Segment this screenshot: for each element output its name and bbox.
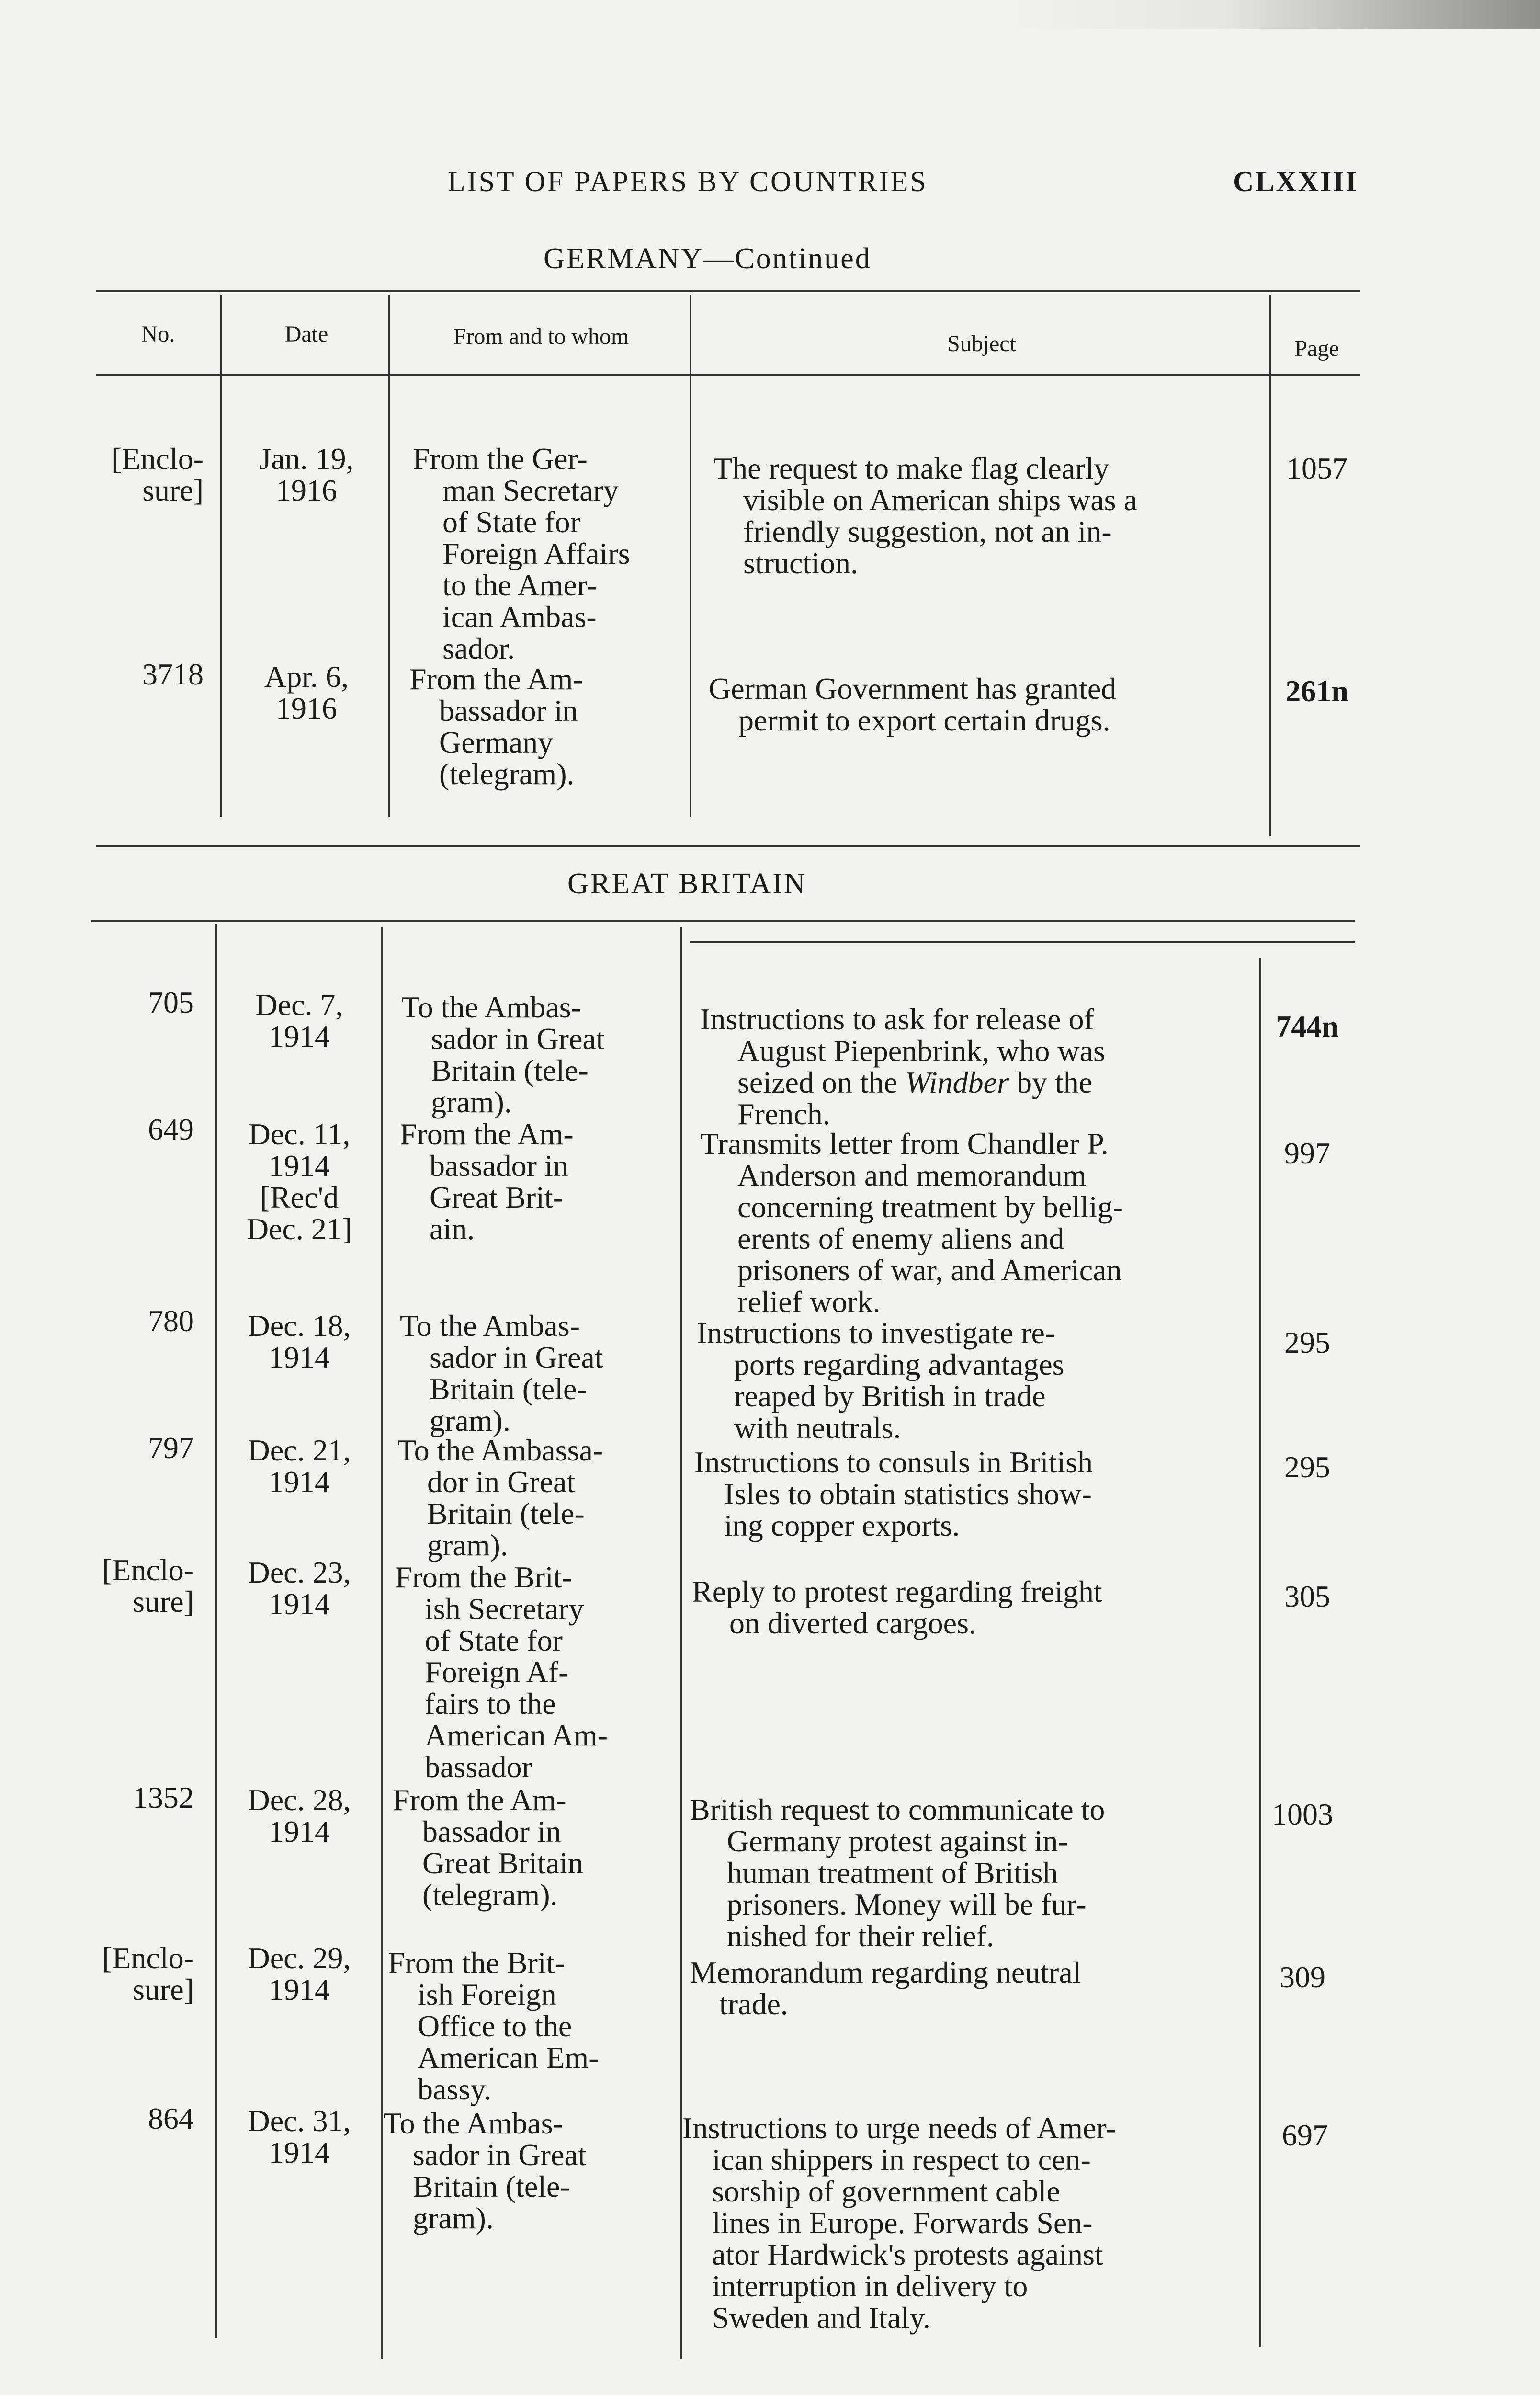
table-row-page: 305 (1284, 1579, 1330, 1613)
table-row-from-to: From the Am- bassador in Germany (telegram). (409, 662, 583, 791)
table-row-from-to: From the Ger- man Secretary of State for Foreign Affairs to the Amer- ican Ambas- sador. (413, 442, 630, 665)
table-row-subject: Transmits letter from Chandler P. Anderson and memorandum concerning treatment by bellig- erents of enemy aliens and prisoners of war, and American relief work. (700, 1127, 1123, 1319)
column-divider (388, 295, 390, 817)
section-title-great-britain: GREAT BRITAIN (567, 867, 807, 900)
table-row-number: [Enclo- sure] (102, 1553, 194, 1619)
table-row-number: 1352 (133, 1780, 194, 1814)
section-title-germany: GERMANY—Continued (544, 242, 872, 275)
table-row-page: 744n (1276, 1009, 1339, 1043)
section-top-rule (690, 941, 1355, 943)
table-row-from-to: From the Brit- ish Secretary of State for Foreign Af- fairs to the American Am- bassador (395, 1560, 608, 1784)
table-row-page: 1003 (1272, 1797, 1333, 1831)
table-row-date: Dec. 28, 1914 (248, 1783, 351, 1848)
column-divider (680, 927, 682, 2359)
table-row-subject: Instructions to ask for release of August Piepenbrink, who was seized on the Windber by the French. (700, 1002, 1105, 1131)
table-row-subject: German Government has granted permit to export certain drugs. (709, 672, 1117, 737)
table-row-date: Apr. 6, 1916 (264, 660, 349, 725)
table-row-from-to: To the Ambas- sador in Great Britain (tele- gram). (400, 1309, 603, 1437)
table-row-number: [Enclo- sure] (102, 1941, 194, 2007)
table-row-number: 705 (148, 985, 194, 1019)
table-row-date: Jan. 19, 1916 (259, 442, 354, 507)
table-row-from-to: To the Ambas- sador in Great Britain (tele- gram). (383, 2106, 587, 2235)
column-header-from-to: From and to whom (453, 324, 629, 349)
table-row-page: 997 (1284, 1136, 1330, 1170)
table-row-subject: Reply to protest regarding freight on diverted cargoes. (692, 1574, 1102, 1640)
table-row-date: Dec. 23, 1914 (248, 1555, 351, 1621)
table-row-page: 261n (1285, 674, 1348, 708)
scan-smudge (1013, 0, 1540, 29)
column-divider (220, 295, 222, 817)
table-row-subject: The request to make flag clearly visible on American ships was a friendly suggestion, not an in- struction. (713, 451, 1137, 580)
column-divider (381, 927, 383, 2359)
table-row-from-to: To the Ambassa- dor in Great Britain (tele- gram). (397, 1433, 603, 1562)
section-bottom-rule (96, 845, 1360, 847)
column-divider (215, 924, 217, 2338)
table-row-date: Dec. 29, 1914 (248, 1941, 351, 2007)
page-number: CLXXIII (1233, 166, 1359, 197)
table-row-number: 864 (148, 2101, 194, 2135)
table-row-date: Dec. 18, 1914 (248, 1309, 351, 1374)
running-title: LIST OF PAPERS BY COUNTRIES (448, 166, 928, 197)
column-divider (1269, 295, 1271, 836)
table-row-number: [Enclo- sure] (112, 442, 204, 507)
table-row-from-to: From the Am- bassador in Great Brit- ain. (400, 1117, 574, 1246)
table-row-date: Dec. 7, 1914 (255, 988, 343, 1053)
table-row-page: 295 (1284, 1450, 1330, 1484)
column-header-subject: Subject (947, 331, 1016, 356)
table-row-date: Dec. 11, 1914 [Rec'd Dec. 21] (246, 1117, 352, 1246)
column-header-date: Date (284, 321, 328, 347)
table-row-from-to: From the Am- bassador in Great Britain (telegram). (393, 1783, 583, 1912)
table-row-subject: Memorandum regarding neutral trade. (690, 1955, 1081, 2021)
table-row-subject: Instructions to consuls in British Isles to obtain statistics show- ing copper exports. (694, 1445, 1093, 1542)
table-row-page: 295 (1284, 1325, 1330, 1359)
table-row-number: 3718 (142, 657, 204, 691)
table-row-number: 780 (148, 1304, 194, 1338)
header-bottom-rule (96, 374, 1360, 376)
table-row-number: 797 (148, 1431, 194, 1465)
table-row-from-to: To the Ambas- sador in Great Britain (tele- gram). (401, 990, 605, 1119)
table-row-subject: British request to communicate to Germany protest against in- human treatment of British prisoners. Money will be fur- nished for their relief. (690, 1792, 1105, 1953)
table-row-date: Dec. 31, 1914 (248, 2104, 351, 2169)
column-header-no: No. (141, 321, 175, 347)
table-top-rule (96, 290, 1360, 292)
table-row-page: 697 (1282, 2118, 1328, 2152)
table-row-page: 1057 (1286, 451, 1348, 485)
table-row-subject: Instructions to urge needs of Amer- ican shippers in respect to cen- sorship of government cable lines in Europe. Forwards Sen- ator Hardwick's protests against interruption in delivery to Sweden and Italy. (682, 2111, 1116, 2335)
table-row-from-to: From the Brit- ish Foreign Office to the American Em- bassy. (388, 1946, 599, 2106)
table-row-page: 309 (1280, 1960, 1325, 1994)
column-divider (690, 295, 691, 817)
table-row-number: 649 (148, 1112, 194, 1146)
section-top-rule (91, 920, 1355, 922)
table-row-subject: Instructions to investigate re- ports regarding advantages reaped by British in trade with neutrals. (697, 1316, 1064, 1445)
table-row-date: Dec. 21, 1914 (248, 1433, 351, 1499)
column-header-page: Page (1294, 336, 1339, 361)
